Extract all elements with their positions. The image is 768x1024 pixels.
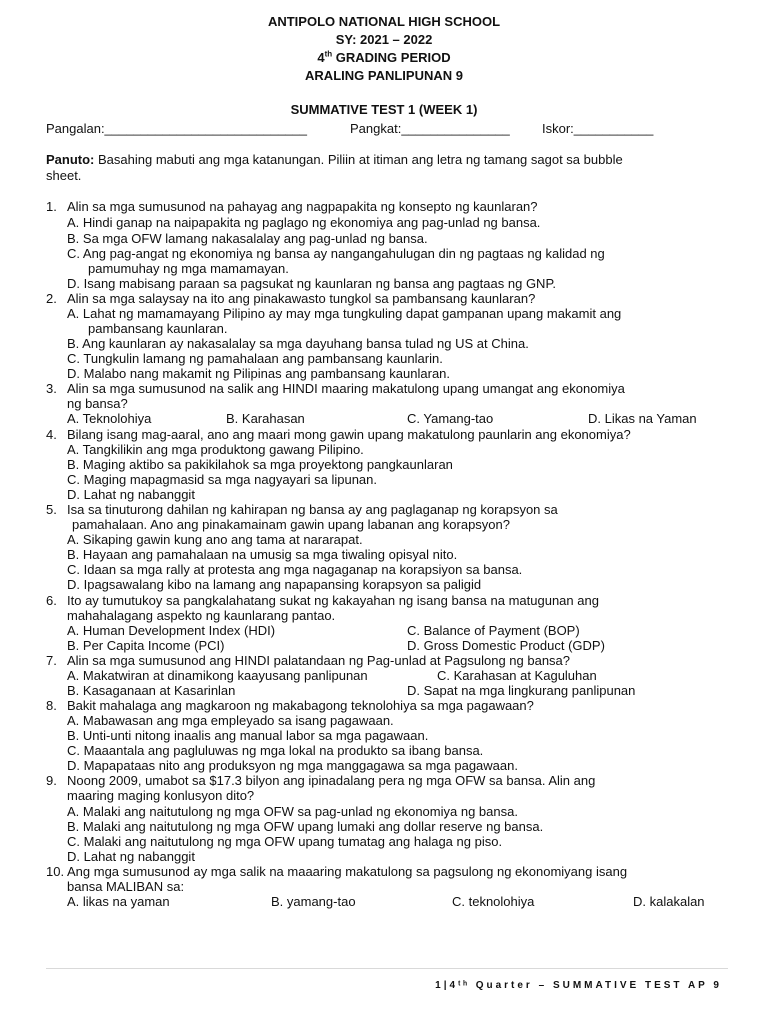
q8-option-c: C. Maaantala ang pagluluwas ng mga lokal na produkto sa ibang bansa. bbox=[67, 743, 484, 758]
instructions-cont: sheet. bbox=[46, 168, 82, 183]
q8-option-a: A. Mabawasan ang mga empleyado sa isang pagawaan. bbox=[67, 713, 394, 728]
q2-option-a: A. Lahat ng mamamayang Pilipino ay may mga tungkuling dapat gampanan upang makamit ang bbox=[67, 306, 622, 321]
q10-option-c: C. teknolohiya bbox=[452, 894, 535, 909]
worksheet-page: ANTIPOLO NATIONAL HIGH SCHOOL SY: 2021 – 2022 4th GRADING PERIOD ARALING PANLIPUNAN 9 SUMMATIVE TEST 1 (WEEK 1) Pangalan:____________________________ Pangkat:_______________ Iskor:___________ Panuto: Basahing mabuti ang mga katanungan. Piliin at itiman ang letra ng tamang sagot sa bubble sheet. 1. Alin sa mga sumusunod na pahayag ang nagpapakita ng konsepto ng kaunlaran? A. Hindi ganap na naipapakita ng paglago ng ekonomiya ang pag-unlad ng bansa. B. Sa mga OFW lamang nakasalalay ang pag-unlad ng bansa. C. Ang pag-angat ng ekonomiya ng bansa ay nangangahulugan din ng pagtaas ng kalidad ng pamumuhay ng mga mamamayan. D. Isang mabisang paraan sa pagsukat ng kaunlaran ng bansa ang pagtaas ng GNP. 2. Alin sa mga salaysay na ito ang pinakawasto tungkol sa pambansang kaunlaran? A. Lahat ng mamamayang Pilipino ay may mga tungkuling dapat gampanan upang makamit ang pambansang kaunlaran. B. Ang kaunlaran ay nakasalalay sa mga dayuhang bansa tulad ng US at China. C. Tungkulin lamang ng pamahalaan ang pambansang kaunlarin. D. Malabo nang makamit ng Pilipinas ang pambansang kaunlaran. 3. Alin sa mga sumusunod na salik ang HINDI maaring makatulong upang umangat ang ekonomiya ng bansa? A. Teknolohiya B. Karahasan C. Yamang-tao D. Likas na Yaman 4. Bilang isang mag-aaral, ano ang maari mong gawin upang makatulong paunlarin ang ekonomiya? A. Tangkilikin ang mga produktong gawang Pilipino. B. Maging aktibo sa pakikilahok sa mga proyektong pangkaunlaran C. Maging mapagmasid sa mga nagyayari sa lipunan. D. Lahat ng nabanggit 5. Isa sa tinuturong dahilan ng kahirapan ng bansa ay ang paglaganap ng korapsyon sa pamahalaan. Ano ang pinakamainam gawin upang labanan ang korapsyon? A. Sikaping gawin kung ano ang tama at nararapat. B. Hayaan ang pamahalaan na umusig sa mga tiwaling opisyal nito. C. Idaan sa mga rally at protesta ang mga nagaganap na korapsiyon sa bansa. D. Ipagsawalang kibo na lamang ang napapansing korapsyon sa paligid 6. Ito ay tumutukoy sa pangkalahatang sukat ng kakayahan ng isang bansa na matugunan ang mahahalagang aspekto ng kaunlarang pantao. A. Human Development Index (HDI) C. Balance of Payment (BOP) B. Per Capita Income (PCI) D. Gross Domestic Product (GDP) 7. Alin sa mga sumusunod ang HINDI palatandaan ng Pag-unlad at Pagsulong ng bansa? A. Makatwiran at dinamikong kaayusang panlipunan C. Karahasan at Kaguluhan B. Kasaganaan at Kasarinlan D. Sapat na mga lingkurang panlipunan 8. Bakit mahalaga ang magkaroon ng makabagong teknolohiya sa mga pagawaan? A. Mabawasan ang mga empleyado sa isang pagawaan. B. Unti-unti nitong inaalis ang manual labor sa mga pagawaan. C. Maaantala ang pagluluwas ng mga lokal na produkto sa ibang bansa. D. Mapapataas nito ang produksyon ng mga manggagawa sa mga pagawaan. 9. Noong 2009, umabot sa $17.3 bilyon ang ipinadalang pera ng mga OFW sa bansa. Alin ang maaring maging konlusyon dito? A. Malaki ang naitutulong ng mga OFW sa pag-unlad ng ekonomiya ng bansa. B. Malaki ang naitutulong ng mga OFW upang lumaki ang dollar reserve ng bansa. C. Malaki ang naitutulong ng mga OFW upang tumatag ang halaga ng piso. D. Lahat ng nabanggit 10. Ang mga sumusunod ay mga salik na maaaring makatulong sa pagsulong ng ekonomiyang isang bansa MALIBAN sa: A. likas na yaman B. yamang-tao C. teknolohiya D. kalakalan 1|4ᵗʰ Quarter – SUMMATIVE TEST AP 9 bbox=[0, 0, 768, 1024]
q6-text-cont: mahahalagang aspekto ng kaunlarang pantao. bbox=[67, 608, 336, 623]
q4-option-d: D. Lahat ng nabanggit bbox=[67, 487, 195, 502]
q10-option-a: A. likas na yaman bbox=[67, 894, 170, 909]
test-title: SUMMATIVE TEST 1 (WEEK 1) bbox=[290, 102, 478, 117]
score-field[interactable]: Iskor:___________ bbox=[542, 121, 654, 136]
school-name: ANTIPOLO NATIONAL HIGH SCHOOL bbox=[267, 14, 501, 29]
footer-divider bbox=[46, 968, 728, 969]
q3-option-d: D. Likas na Yaman bbox=[588, 411, 697, 426]
instructions: Panuto: Basahing mabuti ang mga katanungan. Piliin at itiman ang letra ng tamang sagot sa bubble bbox=[46, 152, 623, 167]
q2-option-a-cont: pambansang kaunlaran. bbox=[88, 321, 228, 336]
q5-text-cont: pamahalaan. Ano ang pinakamainam gawin upang labanan ang korapsyon? bbox=[72, 517, 510, 532]
q5-option-a: A. Sikaping gawin kung ano ang tama at nararapat. bbox=[67, 532, 363, 547]
q9-option-d: D. Lahat ng nabanggit bbox=[67, 849, 195, 864]
q4-option-b: B. Maging aktibo sa pakikilahok sa mga proyektong pangkaunlaran bbox=[67, 457, 453, 472]
q5-option-c: C. Idaan sa mga rally at protesta ang mga nagaganap na korapsiyon sa bansa. bbox=[67, 562, 523, 577]
subject-title: ARALING PANLIPUNAN 9 bbox=[305, 68, 463, 83]
q6-option-b: B. Per Capita Income (PCI) bbox=[67, 638, 225, 653]
q5-option-d: D. Ipagsawalang kibo na lamang ang napapansing korapsyon sa paligid bbox=[67, 577, 482, 592]
q1-option-b: B. Sa mga OFW lamang nakasalalay ang pag-unlad ng bansa. bbox=[67, 231, 428, 246]
q7-option-c: C. Karahasan at Kaguluhan bbox=[437, 668, 597, 683]
q9-text-cont: maaring maging konlusyon dito? bbox=[67, 788, 255, 803]
q8-option-d: D. Mapapataas nito ang produksyon ng mga manggagawa sa mga pagawaan. bbox=[67, 758, 518, 773]
q1-option-d: D. Isang mabisang paraan sa pagsukat ng kaunlaran ng bansa ang pagtaas ng GNP. bbox=[67, 276, 557, 291]
q9-option-b: B. Malaki ang naitutulong ng mga OFW upang lumaki ang dollar reserve ng bansa. bbox=[67, 819, 544, 834]
q7-option-b: B. Kasaganaan at Kasarinlan bbox=[67, 683, 236, 698]
q2-option-b: B. Ang kaunlaran ay nakasalalay sa mga dayuhang bansa tulad ng US at China. bbox=[67, 336, 529, 351]
q10-option-d: D. kalakalan bbox=[633, 894, 705, 909]
grading-period: 4th GRADING PERIOD bbox=[317, 49, 451, 65]
school-year: SY: 2021 – 2022 bbox=[335, 32, 433, 47]
page-footer: 1|4ᵗʰ Quarter – SUMMATIVE TEST AP 9 bbox=[435, 980, 722, 991]
q10-option-b: B. yamang-tao bbox=[271, 894, 356, 909]
q3-text-cont: ng bansa? bbox=[67, 396, 128, 411]
q9-option-a: A. Malaki ang naitutulong ng mga OFW sa pag-unlad ng ekonomiya ng bansa. bbox=[67, 804, 518, 819]
section-field[interactable]: Pangkat:_______________ bbox=[350, 121, 510, 136]
q3-option-a: A. Teknolohiya bbox=[67, 411, 152, 426]
q6-option-c: C. Balance of Payment (BOP) bbox=[407, 623, 580, 638]
q1-option-a: A. Hindi ganap na naipapakita ng paglago ng ekonomiya ang pag-unlad ng bansa. bbox=[67, 215, 541, 230]
name-field[interactable]: Pangalan:____________________________ bbox=[46, 121, 307, 136]
q9-option-c: C. Malaki ang naitutulong ng mga OFW upang tumatag ang halaga ng piso. bbox=[67, 834, 503, 849]
q6-option-a: A. Human Development Index (HDI) bbox=[67, 623, 276, 638]
q3-option-c: C. Yamang-tao bbox=[407, 411, 494, 426]
q5-option-b: B. Hayaan ang pamahalaan na umusig sa mga tiwaling opisyal nito. bbox=[67, 547, 458, 562]
q8-option-b: B. Unti-unti nitong inaalis ang manual labor sa mga pagawaan. bbox=[67, 728, 429, 743]
q1-option-c: C. Ang pag-angat ng ekonomiya ng bansa ay nangangahulugan din ng pagtaas ng kalidad ng bbox=[67, 246, 605, 261]
q7-option-d: D. Sapat na mga lingkurang panlipunan bbox=[407, 683, 636, 698]
q2-option-d: D. Malabo nang makamit ng Pilipinas ang pambansang kaunlaran. bbox=[67, 366, 451, 381]
q10-text-cont: bansa MALIBAN sa: bbox=[67, 879, 185, 894]
q4-option-a: A. Tangkilikin ang mga produktong gawang Pilipino. bbox=[67, 442, 364, 457]
q7-option-a: A. Makatwiran at dinamikong kaayusang panlipunan bbox=[67, 668, 368, 683]
q3-option-b: B. Karahasan bbox=[226, 411, 305, 426]
q4-option-c: C. Maging mapagmasid sa mga nagyayari sa lipunan. bbox=[67, 472, 378, 487]
q6-option-d: D. Gross Domestic Product (GDP) bbox=[407, 638, 605, 653]
q2-option-c: C. Tungkulin lamang ng pamahalaan ang pambansang kaunlarin. bbox=[67, 351, 443, 366]
q1-option-c-cont: pamumuhay ng mga mamamayan. bbox=[88, 261, 289, 276]
